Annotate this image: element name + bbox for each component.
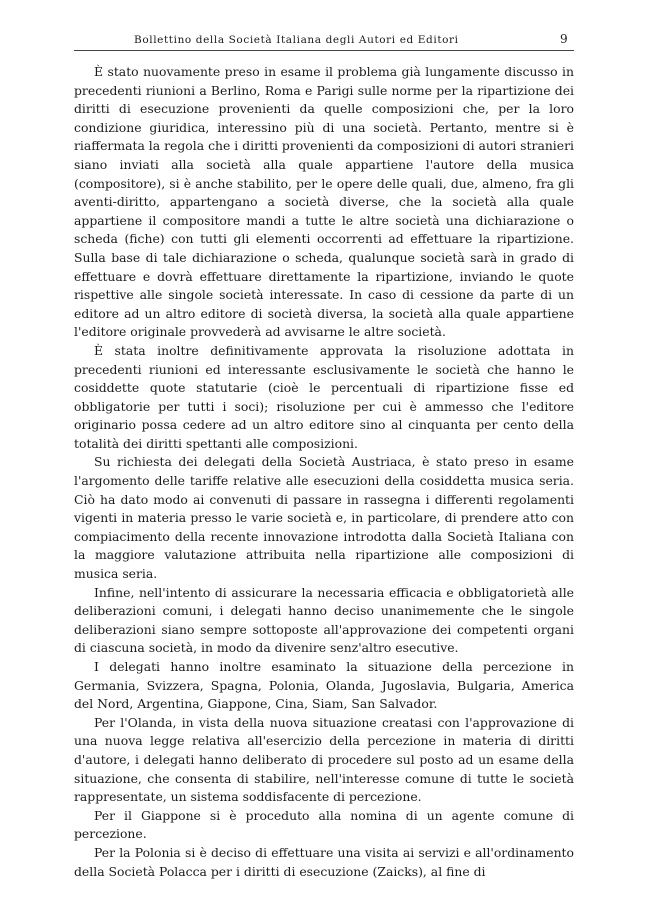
paragraph: Per l'Olanda, in vista della nuova situazione creatasi con l'approvazione di una nuova legge relativa all'esercizio della percezione in materia di diritti d'autore, i delegati hanno deliberato di procedere sul posto ad un esame della situazione, che consenta di stabilire, nell'interesse comune di tutte le società rappresentate, un sistema soddisfacente di percezione. (74, 714, 574, 805)
journal-title: Bollettino della Società Italiana degli Autori ed Editori (134, 34, 459, 46)
article-body (74, 63, 574, 881)
paragraph: È stata inoltre definitivamente approvata la risoluzione adottata in precedenti riunioni ed interessante esclusivamente le società che hanno le cosiddette quote statutarie (cioè le percentuali di ripartizione fisse ed obbligatorie per tutti i soci); risoluzione per cui è ammesso che l'editore originario possa cedere ad un altro editore sino al cinquanta per cento della totalità dei diritti spettanti alle composizioni. (74, 342, 574, 451)
paragraph: Infine, nell'intento di assicurare la necessaria efficacia e obbligatorietà alle deliberazioni comuni, i delegati hanno deciso unanimemente che le singole deliberazioni siano sempre sottoposte all'approvazione dei competenti organi di ciascuna società, in modo da divenire senz'altro esecutive. (74, 584, 574, 656)
paragraph: È stato nuovamente preso in esame il problema già lungamente discusso in precedenti riunioni a Berlino, Roma e Parigi sulle norme per la ripartizione dei diritti di esecuzione provenienti da quelle composizioni che, per la loro condizione giuridica, interessino più di una società. Pertanto, mentre si è riaffermata la regola che i diritti provenienti da composizioni di autori stranieri siano inviati alla società alla quale appartiene l'autore della musica (compositore), si è anche stabilito, per le opere delle quali, due, almeno, fra gli aventi-diritto, appartengano a società diverse, che la società alla quale appartiene il compositore mandi a tutte le altre società una dichiarazione o scheda (fiche) con tutti gli elementi occorrenti ad effettuare la ripartizione. Sulla base di tale dichiarazione o scheda, qualunque società sarà in grado di effettuare e dovrà effettuare direttamente la ripartizione, inviando le quote rispettive alle singole società interessate. In caso di cessione da parte di un editore ad un altro editore di società diversa, la società alla quale appartiene l'editore originale provvederà ad avvisarne le altre società. (74, 64, 574, 340)
page-number: 9 (560, 32, 568, 46)
paragraph: Per il Giappone si è proceduto alla nomina di un agente comune di percezione. (74, 807, 574, 842)
paragraph: Su richiesta dei delegati della Società Austriaca, è stato preso in esame l'argomento delle tariffe relative alle esecuzioni della cosiddetta musica seria. Ciò ha dato modo ai convenuti di passare in rassegna i differenti regolamenti vigenti in materia presso le varie società e, in particolare, di prendere atto con compiacimento della recente innovazione introdotta dalla Società Italiana con la maggiore valutazione attribuita nella ripartizione alle composizioni di musica seria. (74, 454, 574, 582)
paragraph: Per la Polonia si è deciso di effettuare una visita ai servizi e all'ordinamento della Società Polacca per i diritti di esecuzione (Zaicks), al fine di (74, 844, 574, 879)
running-header (0, 0, 650, 60)
paragraph: I delegati hanno inoltre esaminato la situazione della percezione in Germania, Svizzera, Spagna, Polonia, Olanda, Jugoslavia, Bulgaria, America del Nord, Argentina, Giappone, Cina, Siam, San Salvador. (74, 659, 574, 712)
header-rule (74, 50, 574, 51)
